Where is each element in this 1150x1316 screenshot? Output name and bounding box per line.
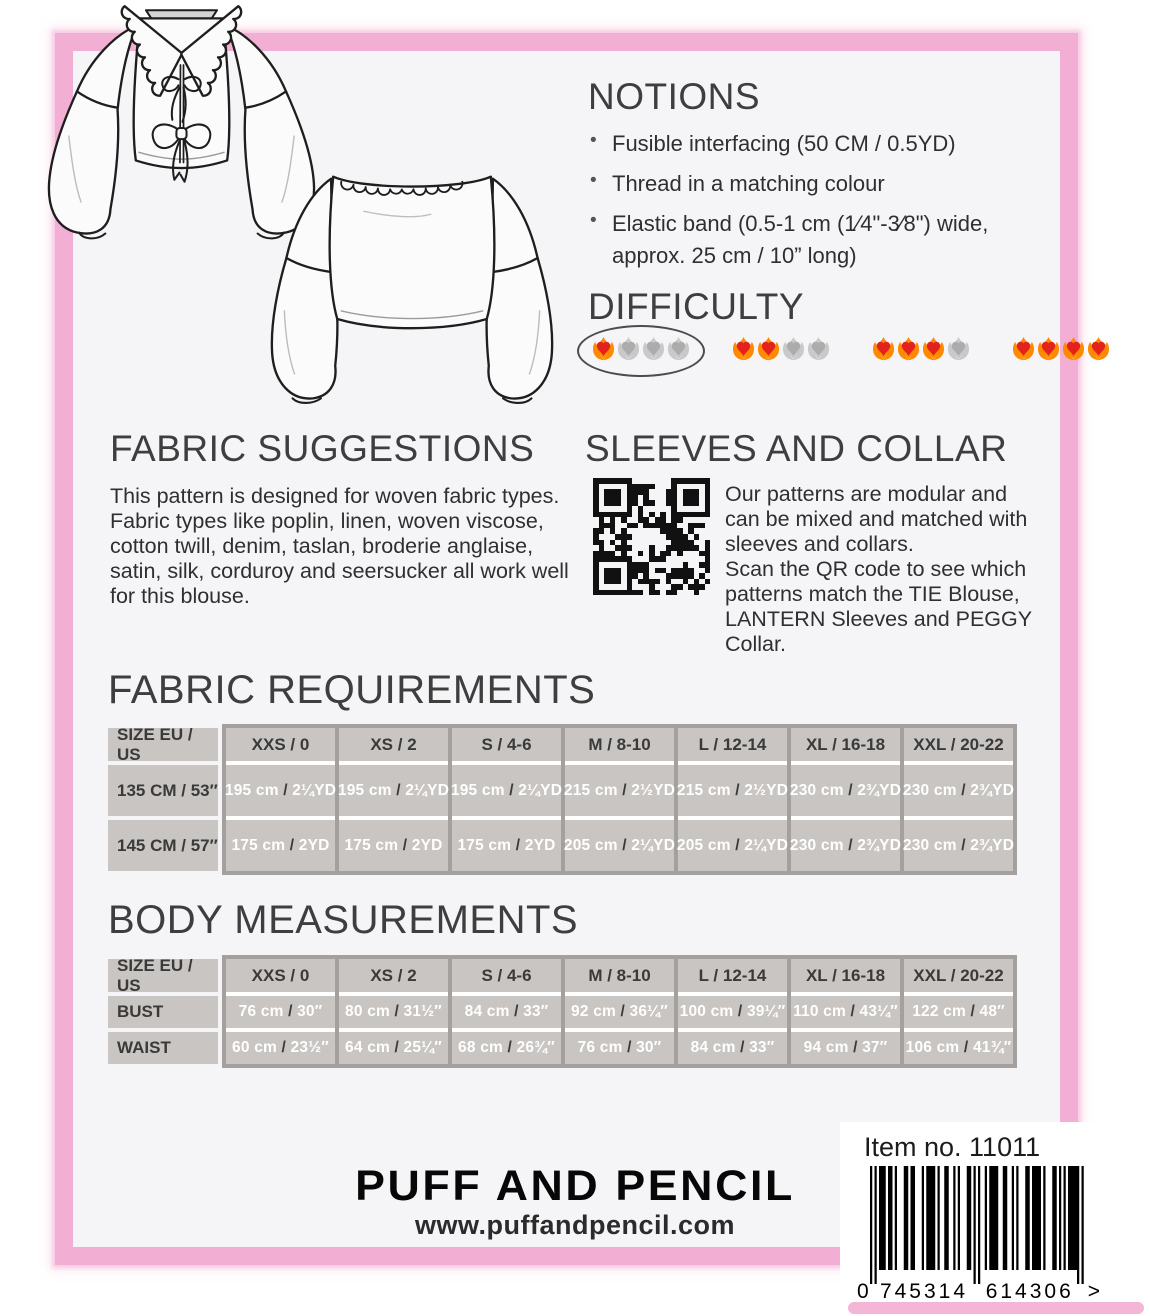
bm-table-size-header-cell: XXS / 0 — [226, 959, 335, 996]
notions-list — [588, 128, 1036, 280]
bm-table-size-header-cell: L / 12-14 — [678, 959, 787, 996]
fr-table-value-cell: 230 cm / 2¾YD — [904, 765, 1013, 820]
flame-icon — [1012, 336, 1035, 366]
fr-table-size-header-cell: S / 4-6 — [452, 728, 561, 765]
fr-table-size-header-cell: M / 8-10 — [565, 728, 674, 765]
fr-table-label-column — [108, 724, 218, 871]
svg-text:>: > — [1087, 1280, 1104, 1303]
blouse-back-illustration — [262, 148, 562, 426]
flame-icon — [922, 336, 945, 366]
fabric-requirements-title: FABRIC REQUIREMENTS — [108, 668, 596, 712]
fr-table-size-header-cell: XXL / 20-22 — [904, 728, 1013, 765]
bm-table-value-cell: 60 cm / 23½″ — [226, 1032, 335, 1064]
fr-table-row-label: 145 CM / 57″ — [108, 820, 218, 871]
bm-table-value-cell: 106 cm / 41¾″ — [904, 1032, 1013, 1064]
difficulty-level-1 — [584, 331, 698, 371]
notions-title: NOTIONS — [588, 76, 761, 117]
difficulty-level-4 — [1004, 331, 1118, 371]
fr-table-value-cell: 175 cm / 2YD — [339, 820, 448, 871]
fr-table-value-cell: 175 cm / 2YD — [452, 820, 561, 871]
flame-icon — [782, 336, 805, 366]
fr-table-value-cell: 205 cm / 2¼YD — [678, 820, 787, 871]
bm-table-row-label: BUST — [108, 996, 218, 1028]
svg-text:745314: 745314 — [879, 1280, 969, 1303]
fr-table-value-cell: 195 cm / 2¼YD — [226, 765, 335, 820]
flame-icon — [897, 336, 920, 366]
fr-table-row-label: 135 CM / 53″ — [108, 765, 218, 816]
bm-table-value-cell: 76 cm / 30″ — [565, 1032, 674, 1064]
fr-table-size-header-cell: XL / 16-18 — [791, 728, 900, 765]
flame-icon — [1087, 336, 1110, 366]
fr-table-data-grid — [222, 724, 1017, 875]
notions-item: • Fusible interfacing (50 CM / 0.5YD) — [588, 128, 1036, 159]
flame-icon — [872, 336, 895, 366]
notions-item: • Elastic band (0.5-1 cm (1⁄4"-3⁄8") wide, approx. 25 cm / 10” long) — [588, 208, 1036, 270]
bm-table-label-column — [108, 955, 218, 1064]
bm-table-value-cell: 94 cm / 37″ — [791, 1032, 900, 1064]
sleeves-collar-text — [725, 482, 1033, 657]
flame-icon — [1062, 336, 1085, 366]
fr-table-size-header-cell: XS / 2 — [339, 728, 448, 765]
bm-table-data-grid — [222, 955, 1017, 1068]
bm-table-value-cell: 92 cm / 36¼″ — [565, 996, 674, 1032]
bm-table-value-cell: 68 cm / 26¾″ — [452, 1032, 561, 1064]
sleeves-collar-paragraph-1: Our patterns are modular and can be mixed and matched with sleeves and collars. — [725, 482, 1028, 556]
flame-icon — [807, 336, 830, 366]
fabric-suggestions-text: This pattern is designed for woven fabric types. Fabric types like poplin, linen, woven viscose, cotton twill, denim, taslan, broderie anglaise, satin, silk, corduroy and seersucker all work well for this blouse. — [110, 484, 569, 608]
bm-table-size-header-cell: S / 4-6 — [452, 959, 561, 996]
bm-table-size-header-cell: M / 8-10 — [565, 959, 674, 996]
fr-table-value-cell: 195 cm / 2¼YD — [452, 765, 561, 820]
fr-table-value-cell: 175 cm / 2YD — [226, 820, 335, 871]
bm-table-size-header-cell: XXL / 20-22 — [904, 959, 1013, 996]
bm-table-value-cell: 64 cm / 25¼″ — [339, 1032, 448, 1064]
difficulty-level-3 — [864, 331, 978, 371]
bm-table-value-cell: 110 cm / 43¼″ — [791, 996, 900, 1032]
flame-icon — [732, 336, 755, 366]
bm-table-corner-header: SIZE EU / US — [108, 959, 218, 992]
bm-table-value-cell: 80 cm / 31½″ — [339, 996, 448, 1032]
sleeves-collar-paragraph-2: Scan the QR code to see which patterns match the TIE Blouse, LANTERN Sleeves and PEGGY Collar. — [725, 556, 1032, 656]
fr-table-value-cell: 195 cm / 2¼YD — [339, 765, 448, 820]
barcode-box — [840, 1122, 1150, 1302]
bm-table-size-header-cell: XS / 2 — [339, 959, 448, 996]
difficulty-level-2 — [724, 331, 838, 371]
fr-table-value-cell: 205 cm / 2¼YD — [565, 820, 674, 871]
svg-text:614306: 614306 — [985, 1280, 1074, 1303]
fr-table-corner-header: SIZE EU / US — [108, 728, 218, 761]
bm-table-row-label: WAIST — [108, 1032, 218, 1064]
flame-icon — [947, 336, 970, 366]
sleeves-collar-title: SLEEVES AND COLLAR — [585, 428, 1008, 469]
fr-table-value-cell: 215 cm / 2½YD — [678, 765, 787, 820]
bm-table-size-header-cell: XL / 16-18 — [791, 959, 900, 996]
flame-icon — [757, 336, 780, 366]
bm-table-value-cell: 122 cm / 48″ — [904, 996, 1013, 1032]
fabric-suggestions-title: FABRIC SUGGESTIONS — [110, 428, 535, 469]
svg-text:0: 0 — [857, 1280, 872, 1303]
bm-table-value-cell: 84 cm / 33″ — [452, 996, 561, 1032]
notions-item: • Thread in a matching colour — [588, 168, 1036, 199]
item-number: Item no. 11011 — [864, 1132, 1041, 1162]
difficulty-title: DIFFICULTY — [588, 286, 805, 327]
website-url: www.puffandpencil.com — [414, 1210, 736, 1240]
bm-table-value-cell: 76 cm / 30″ — [226, 996, 335, 1032]
qr-code-icon — [593, 478, 710, 595]
flame-icon — [1037, 336, 1060, 366]
difficulty-rating — [584, 331, 1118, 371]
selected-level-ring — [577, 325, 705, 377]
bm-table-value-cell: 84 cm / 33″ — [678, 1032, 787, 1064]
fr-table-size-header-cell: L / 12-14 — [678, 728, 787, 765]
fr-table-value-cell: 215 cm / 2½YD — [565, 765, 674, 820]
body-measurements-title: BODY MEASUREMENTS — [108, 898, 579, 942]
brand-logo: PUFF AND PENCIL — [355, 1162, 795, 1210]
barcode — [856, 1164, 1106, 1309]
bm-table-value-cell: 100 cm / 39¼″ — [678, 996, 787, 1032]
fr-table-value-cell: 230 cm / 2¾YD — [904, 820, 1013, 871]
fr-table-size-header-cell: XXS / 0 — [226, 728, 335, 765]
fr-table-value-cell: 230 cm / 2¾YD — [791, 765, 900, 820]
fr-table-value-cell: 230 cm / 2¾YD — [791, 820, 900, 871]
